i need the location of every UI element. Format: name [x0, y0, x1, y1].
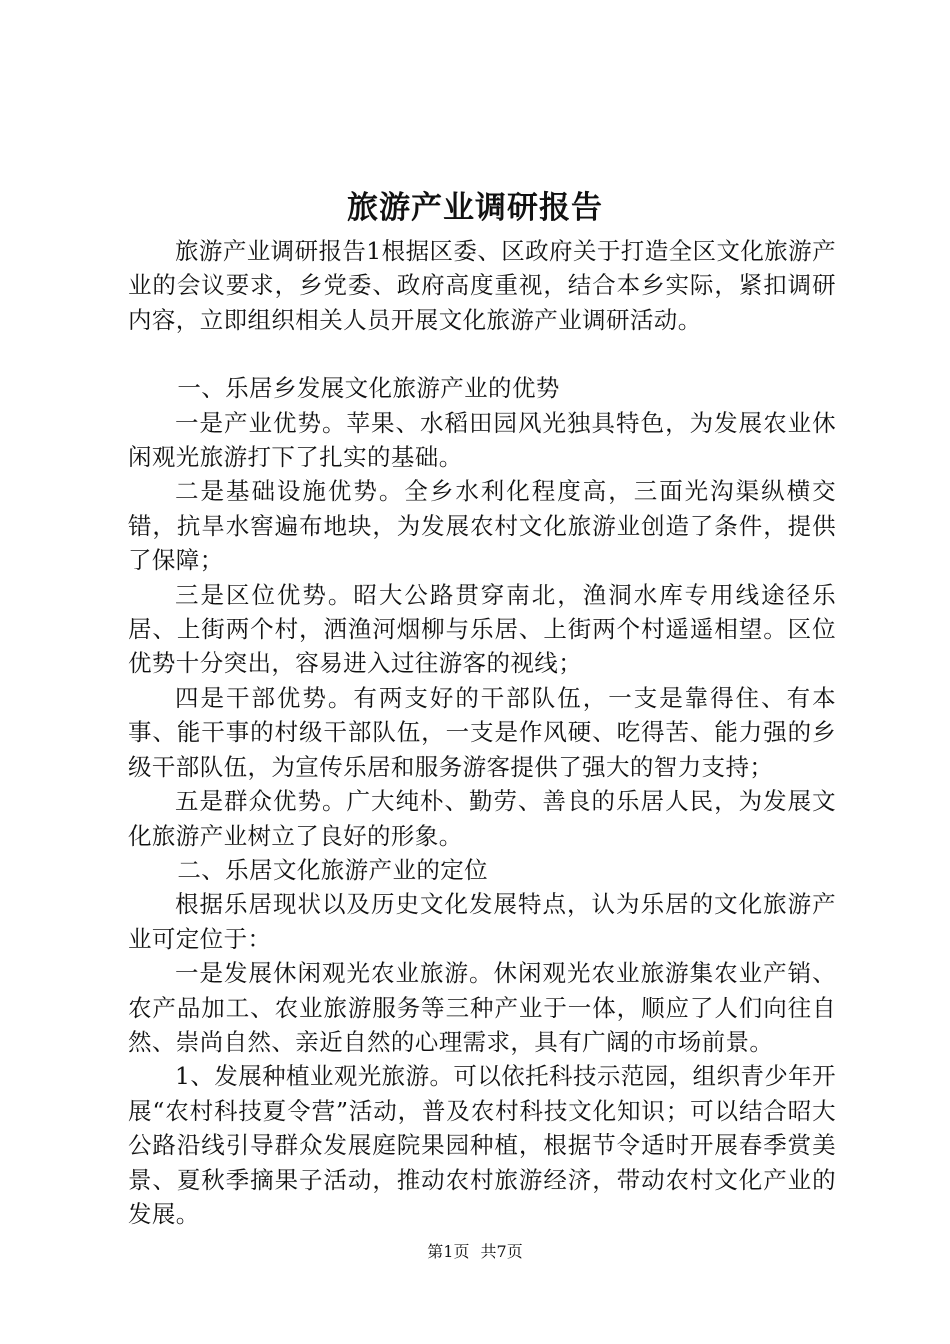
paragraph-industry-advantage: 一是产业优势。苹果、水稻田园风光独具特色，为发展农业休闲观光旅游打下了扎实的基础。	[128, 408, 836, 472]
section-heading-1: 一、乐居乡发展文化旅游产业的优势	[177, 374, 560, 403]
section-heading-2: 二、乐居文化旅游产业的定位	[177, 855, 489, 884]
page-total: 共7页	[480, 1242, 523, 1261]
paragraph-leisure-agri-tourism: 一是发展休闲观光农业旅游。休闲观光农业旅游集农业产销、农产品加工、农业旅游服务等三种产业于一体，顺应了人们向往自然、崇尚自然、亲近自然的心理需求，具有广阔的市场前景。	[128, 959, 836, 1056]
paragraph-infrastructure-advantage: 二是基础设施优势。全乡水利化程度高，三面光沟渠纵横交错，抗旱水窖遍布地块，为发展农村文化旅游业创造了条件，提供了保障；	[128, 477, 836, 575]
paragraph-cadre-advantage: 四是干部优势。有两支好的干部队伍，一支是靠得住、有本事、能干事的村级干部队伍，一支是作风硬、吃得苦、能力强的乡级干部队伍，为宣传乐居和服务游客提供了强大的智力支持；	[128, 683, 836, 781]
paragraph-positioning-intro: 根据乐居现状以及历史文化发展特点，认为乐居的文化旅游产业可定位于：	[128, 890, 836, 953]
document-title: 旅游产业调研报告	[347, 190, 603, 226]
paragraph-location-advantage: 三是区位优势。昭大公路贯穿南北，渔洞水库专用线途径乐居、上街两个村，洒渔河烟柳与乐居、上街两个村遥遥相望。区位优势十分突出，容易进入过往游客的视线；	[128, 580, 836, 678]
page-number: 第1页	[427, 1242, 470, 1261]
page-footer	[0, 1240, 950, 1264]
paragraph-planting-tourism: 1、发展种植业观光旅游。可以依托科技示范园，组织青少年开展“农村科技夏令营”活动，普及农村科技文化知识；可以结合昭大公路沿线引导群众发展庭院果园种植，根据节令适时开展春季赏美景、夏秋季摘果子活动，推动农村旅游经济，带动农村文化产业的发展。	[128, 1062, 836, 1228]
document-body	[128, 234, 836, 1231]
paragraph-public-advantage: 五是群众优势。广大纯朴、勤劳、善良的乐居人民，为发展文化旅游产业树立了良好的形象。	[128, 787, 836, 850]
intro-paragraph: 旅游产业调研报告1根据区委、区政府关于打造全区文化旅游产业的会议要求，乡党委、政府高度重视，结合本乡实际，紧扣调研内容，立即组织相关人员开展文化旅游产业调研活动。	[128, 237, 836, 334]
